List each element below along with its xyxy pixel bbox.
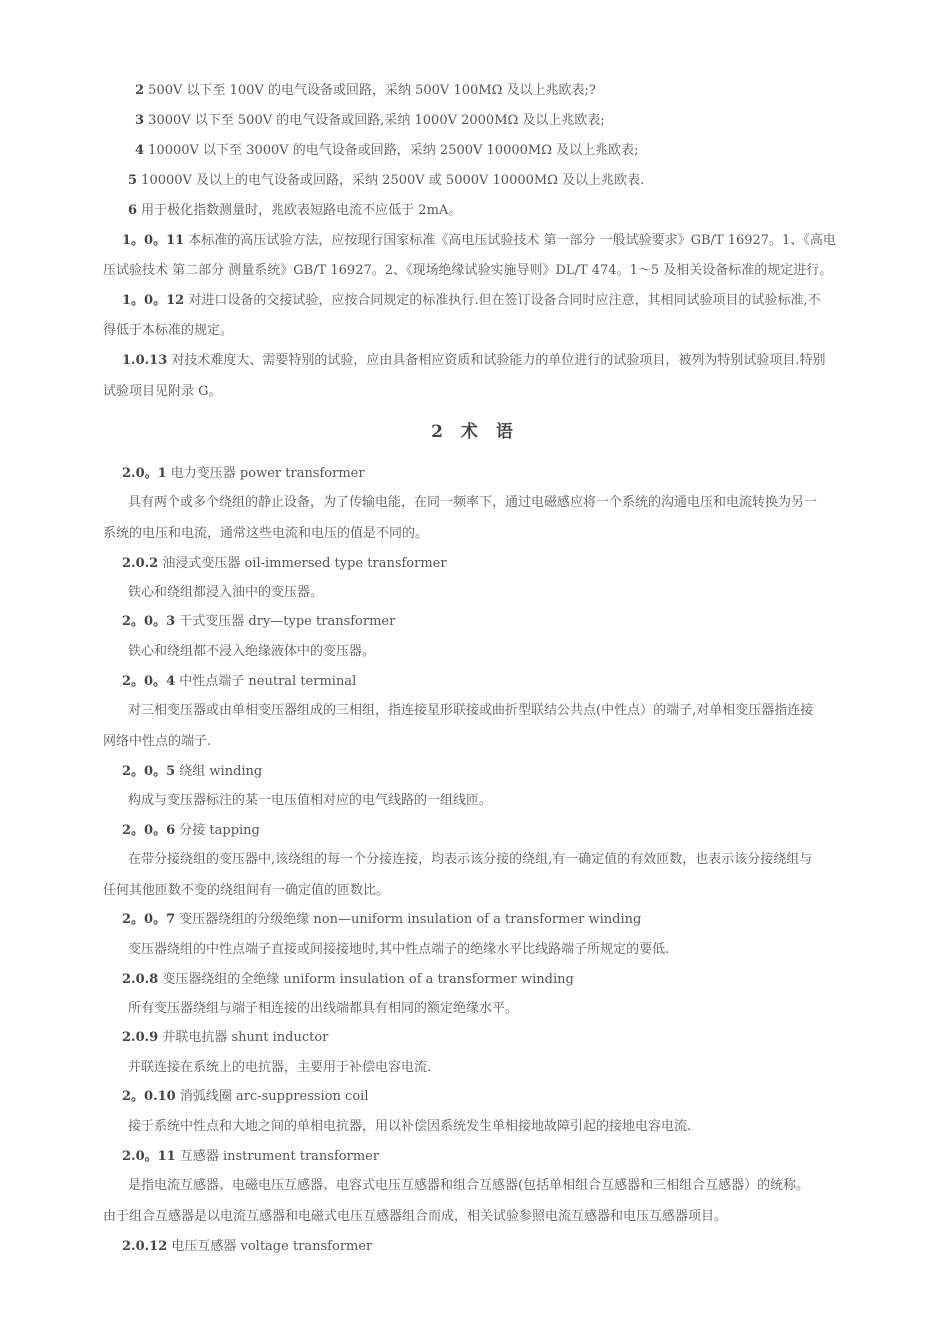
term-heading: 2.0.8 变压器绕组的全绝缘 uniform insulation of a transformer winding <box>122 972 574 987</box>
term-definition: 构成与变压器标注的某一电压值相对应的电气线路的一组线匝。 <box>128 793 493 808</box>
term-heading: 2。0。5 绕组 winding <box>122 764 263 779</box>
term-heading: 2.0。1 电力变压器 power transformer <box>122 466 365 481</box>
term-heading: 2。0。3 干式变压器 dry—type transformer <box>122 614 396 629</box>
term-definition-cont: 由于组合互感器是以电流互感器和电磁式电压互感器组合而成，相关试验参照电流互感器和电压互感器项目。 <box>103 1209 728 1224</box>
term-heading: 2。0。6 分接 tapping <box>122 823 260 838</box>
list-item: 2 500V 以下至 100V 的电气设备或回路，采纳 500V 100MΩ 及以上兆欧表;? <box>135 83 596 98</box>
term-definition: 对三相变压器或由单相变压器组成的三相组，指连接星形联接或曲折型联结公共点(中性点）的端子,对单相变压器指连接 <box>128 703 814 718</box>
list-item: 6 用于极化指数测量时，兆欧表短路电流不应低于 2mA。 <box>128 203 462 218</box>
term-definition: 铁心和绕组都不浸入绝缘液体中的变压器。 <box>128 644 376 659</box>
term-definition: 接于系统中性点和大地之间的单相电抗器，用以补偿因系统发生单相接地故障引起的接地电容电流. <box>128 1119 692 1134</box>
clause-1-0-13-cont: 试验项目见附录 G。 <box>103 384 222 399</box>
list-item: 3 3000V 以下至 500V 的电气设备或回路,采纳 1000V 2000MΩ 及以上兆欧表; <box>135 113 605 128</box>
list-item: 5 10000V 及以上的电气设备或回路，采纳 2500V 或 5000V 10000MΩ 及以上兆欧表. <box>128 173 645 188</box>
chapter-title: 2 术 语 <box>431 422 519 442</box>
clause-1-0-12-cont: 得低于本标准的规定。 <box>103 323 234 338</box>
term-heading: 2。0.10 消弧线圈 arc-suppression coil <box>122 1089 369 1104</box>
term-definition: 铁心和绕组都浸入油中的变压器。 <box>128 585 324 600</box>
clause-1-0-11-cont: 压试验技术 第二部分 测量系统》GB/T 16927。2、《现场绝缘试验实施导则》DL/T 474。1～5 及相关设备标准的规定进行。 <box>103 263 833 278</box>
term-heading: 2.0.12 电压互感器 voltage transformer <box>122 1239 373 1254</box>
term-heading: 2。0。4 中性点端子 neutral terminal <box>122 674 357 689</box>
term-definition: 变压器绕组的中性点端子直接或间接接地时,其中性点端子的绝缘水平比线路端子所规定的要低. <box>128 942 670 957</box>
term-heading: 2.0。11 互感器 instrument transformer <box>122 1149 380 1164</box>
term-definition: 是指电流互感器、电磁电压互感器、电容式电压互感器和组合互感器(包括单相组合互感器和三相组合互感器）的统称。 <box>128 1178 810 1193</box>
term-definition-cont: 系统的电压和电流，通常这些电流和电压的值是不同的。 <box>103 526 429 541</box>
term-heading: 2.0.9 并联电抗器 shunt inductor <box>122 1030 329 1045</box>
clause-1-0-12: 1。0。12 对进口设备的交接试验，应按合同规定的标准执行.但在签订设备合同时应注意，其相同试验项目的试验标准,不 <box>122 293 821 308</box>
list-item: 4 10000V 以下至 3000V 的电气设备或回路，采纳 2500V 10000MΩ 及以上兆欧表; <box>135 143 639 158</box>
term-definition-cont: 网络中性点的端子. <box>103 734 212 749</box>
term-definition: 并联连接在系统上的电抗器，主要用于补偿电容电流. <box>128 1060 432 1075</box>
term-heading: 2.0.2 油浸式变压器 oil-immersed type transformer <box>122 556 447 571</box>
term-definition: 所有变压器绕组与端子相连接的出线端都具有相同的额定绝缘水平。 <box>128 1001 519 1016</box>
term-heading: 2。0。7 变压器绕组的分级绝缘 non—uniform insulation of a transformer winding <box>122 912 642 927</box>
clause-1-0-11: 1。0。11 本标准的高压试验方法，应按现行国家标准《高电压试验技术 第一部分 一般试验要求》GB/T 16927。1、《高电 <box>122 233 836 248</box>
term-definition: 在带分接绕组的变压器中,该绕组的每一个分接连接，均表示该分接的绕组,有一确定值的有效匝数，也表示该分接绕组与 <box>128 852 813 867</box>
clause-1-0-13: 1.0.13 对技术难度大、需要特别的试验，应由具备相应资质和试验能力的单位进行的试验项目，被列为特别试验项目.特别 <box>122 353 826 368</box>
term-definition-cont: 任何其他匝数不变的绕组间有一确定值的匝数比。 <box>103 883 390 898</box>
term-definition: 具有两个或多个绕组的静止设备，为了传输电能，在同一频率下，通过电磁感应将一个系统的沟通电压和电流转换为另一 <box>128 495 818 510</box>
